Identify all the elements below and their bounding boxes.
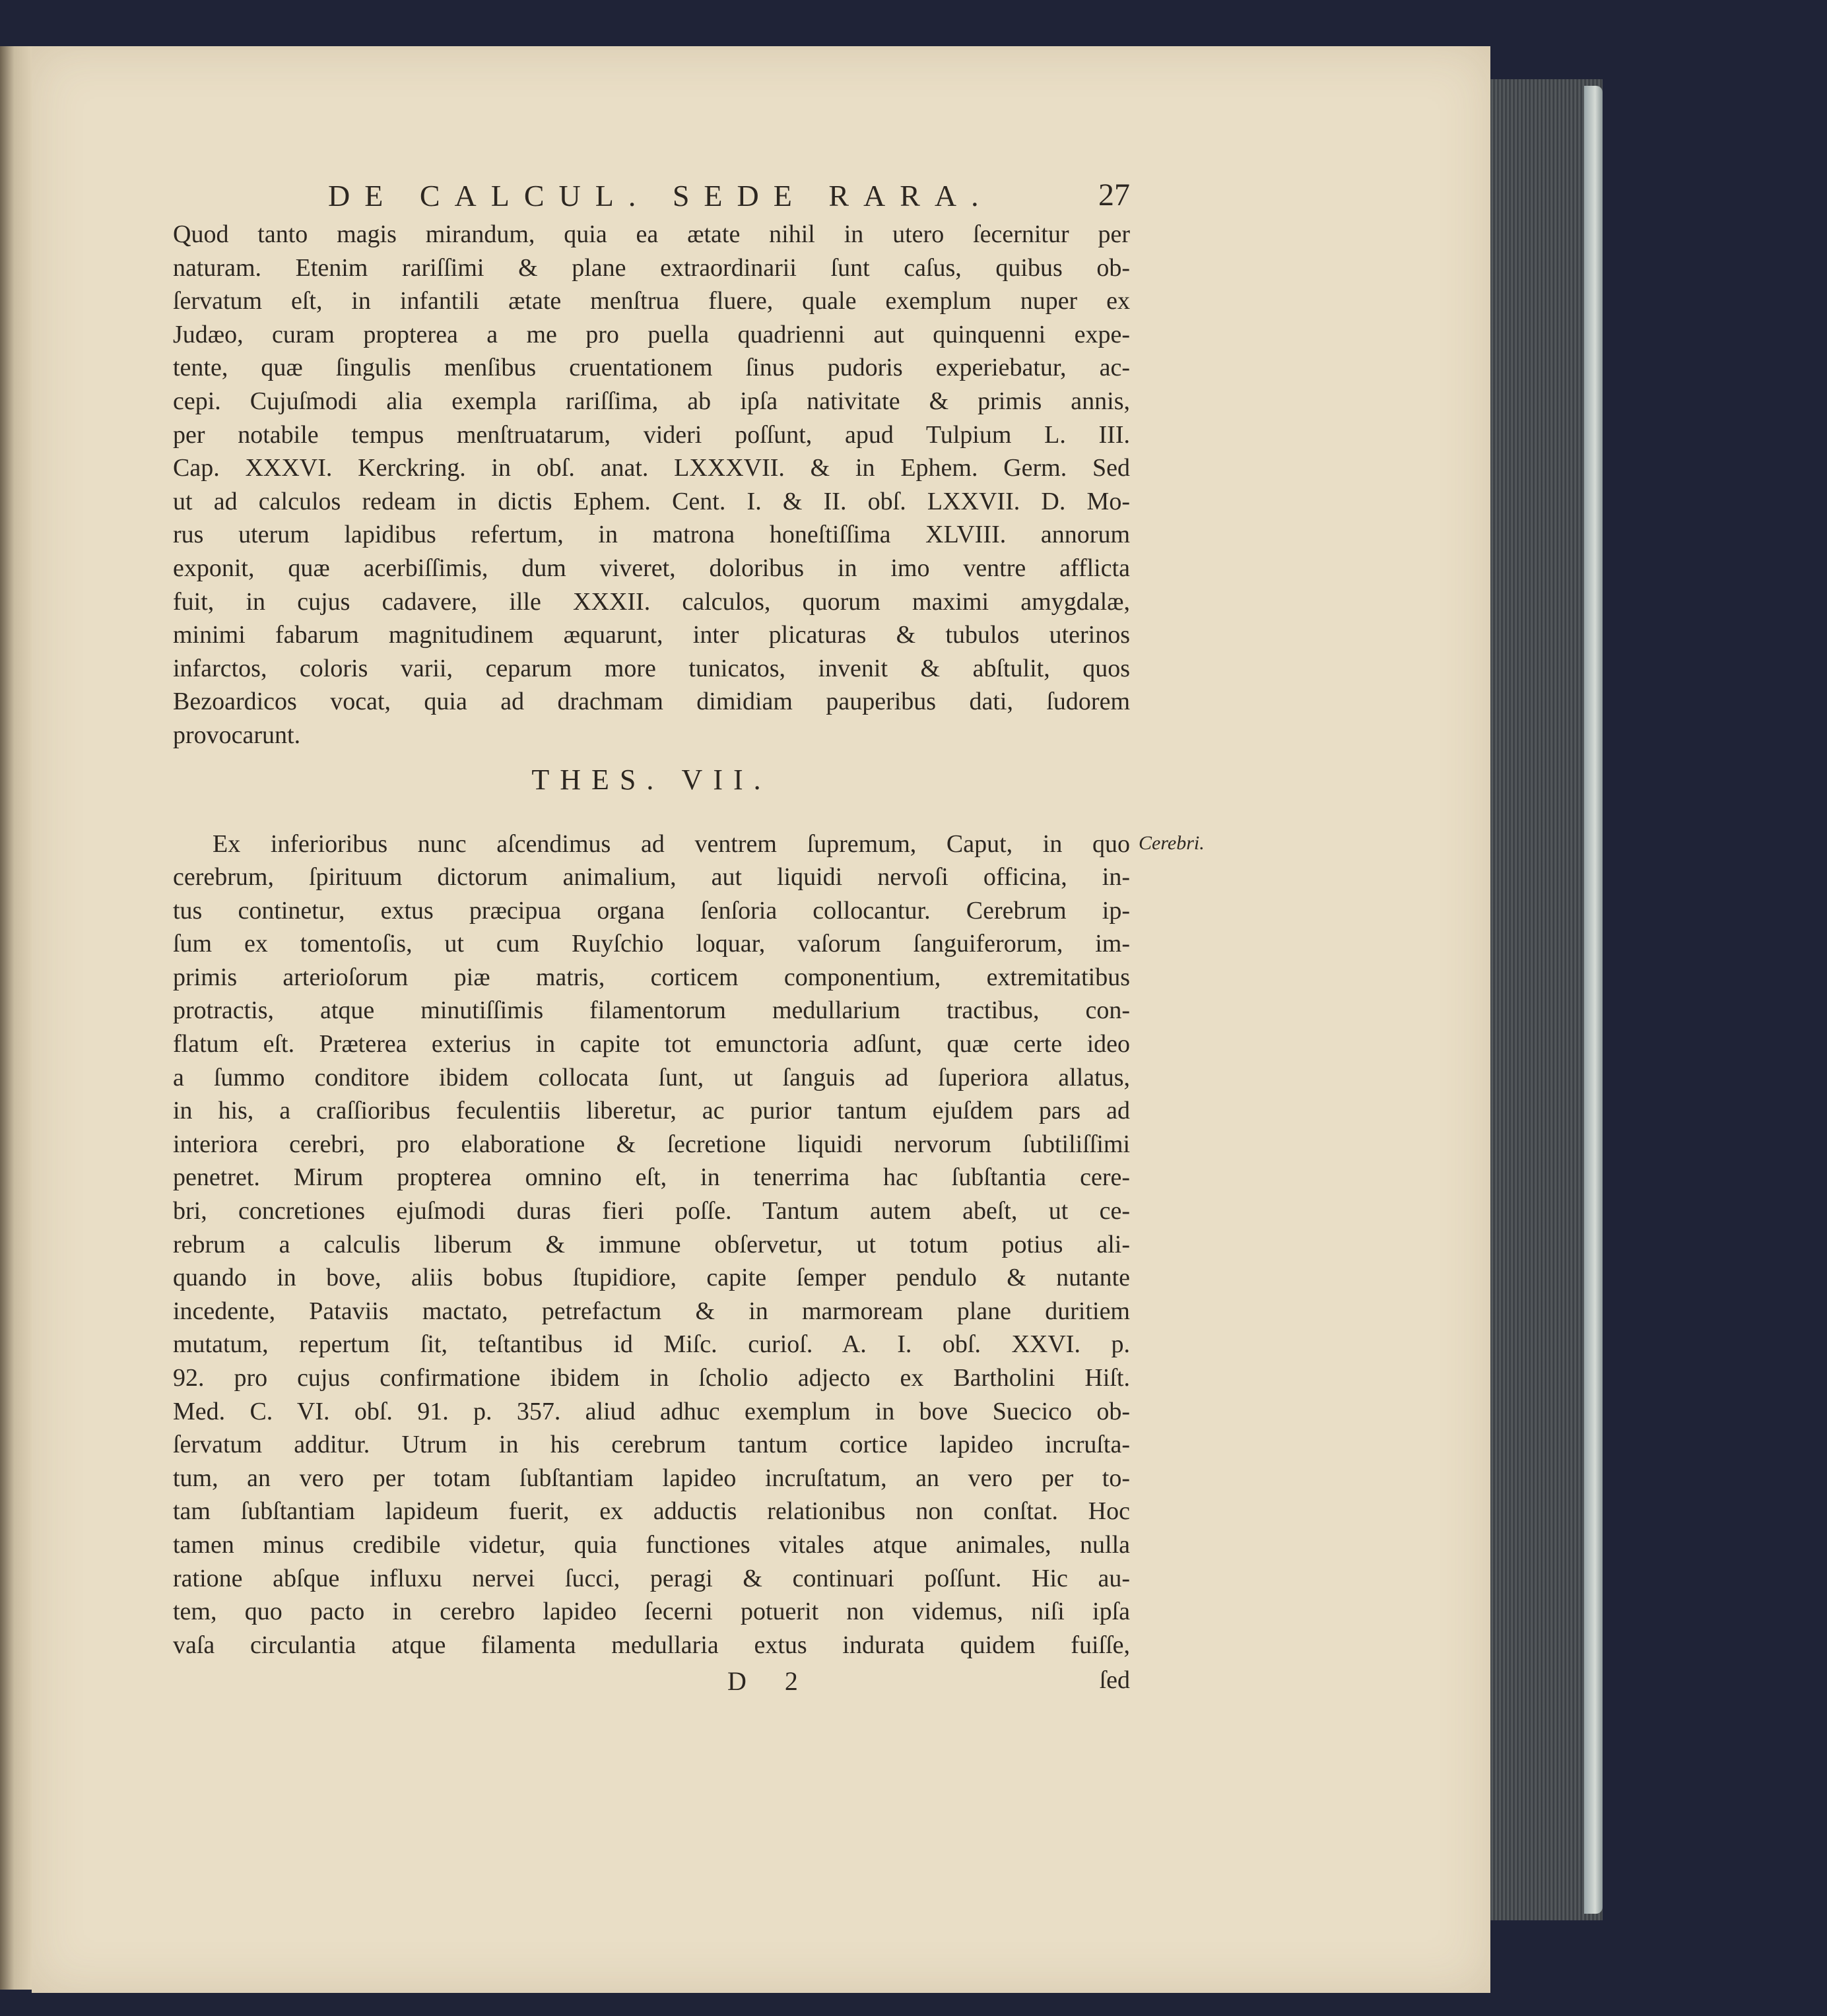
text-line: cepi. Cujuſmodi alia exempla rariſſima, ab ipſa nativitate & primis annis, xyxy=(173,387,1130,415)
section-heading: THES. VII. xyxy=(531,763,772,796)
text-line: bri, concretiones ejuſmodi duras fieri poſſe. Tantum autem abeſt, ut ce- xyxy=(173,1197,1130,1225)
text-line: ratione abſque influxu nervei ſucci, peragi & continuari poſſunt. Hic au- xyxy=(173,1564,1130,1592)
text-line: protractis, atque minutiſſimis filamentorum medullarium tractibus, con- xyxy=(173,996,1130,1025)
running-title: DE CALCUL. SEDE RARA. xyxy=(328,179,993,212)
text-line: in his, a craſſioribus feculentiis liberetur, ac purior tantum ejuſdem pars ad xyxy=(173,1097,1130,1125)
running-head xyxy=(173,173,1130,218)
text-line: ſum ex tomentoſis, ut cum Ruyſchio loquar, vaſorum ſanguiferorum, im- xyxy=(173,930,1130,958)
text-line: cerebrum, ſpirituum dictorum animalium, aut liquidi nervoſi officina, in- xyxy=(173,863,1130,892)
text-line: quando in bove, aliis bobus ſtupidiore, capite ſemper pendulo & nutante xyxy=(173,1264,1130,1292)
page-number: 27 xyxy=(1098,178,1130,212)
facing-page-edge xyxy=(0,46,32,1990)
page-footer xyxy=(173,1666,1130,1705)
text-line: fuit, in cujus cadavere, ille XXXII. calculos, quorum maximi amygdalæ, xyxy=(173,587,1130,616)
text-line: Quod tanto magis mirandum, quia ea ætate nihil in utero ſecernitur per xyxy=(173,220,1130,248)
text-line: incedente, Pataviis mactato, petrefactum & in marmoream plane duritiem xyxy=(173,1297,1130,1325)
text-line: tem, quo pacto in cerebro lapideo ſecerni potuerit non videmus, niſi ipſa xyxy=(173,1598,1130,1626)
catchword: ſed xyxy=(1099,1666,1130,1695)
text-line: ſervatum eſt, in infantili ætate menſtrua fluere, quale exemplum nuper ex xyxy=(173,287,1130,315)
text-line: tus continetur, extus præcipua organa ſenſoria collocantur. Cerebrum ip- xyxy=(173,896,1130,925)
margin-note: Cerebri. xyxy=(1139,832,1205,854)
text-line: tum, an vero per totam ſubſtantiam lapideo incruſtatum, an vero per to- xyxy=(173,1464,1130,1492)
text-line: Bezoardicos vocat, quia ad drachmam dimidiam pauperibus dati, ſudorem xyxy=(173,688,1130,716)
text-line: ſervatum additur. Utrum in his cerebrum tantum cortice lapideo incruſta- xyxy=(173,1431,1130,1459)
text-line: mutatum, repertum ſit, teſtantibus id Miſc. curioſ. A. I. obſ. XXVI. p. xyxy=(173,1330,1130,1359)
text-line: exponit, quæ acerbiſſimis, dum viveret, doloribus in imo ventre afflicta xyxy=(173,554,1130,582)
signature-mark: D 2 xyxy=(727,1666,814,1697)
paragraph-1 xyxy=(173,218,1130,752)
paragraph-2 xyxy=(173,828,1130,1662)
text-line: tamen minus credibile videtur, quia functiones vitales atque animales, nulla xyxy=(173,1530,1130,1559)
text-line: ut ad calculos redeam in dictis Ephem. Cent. I. & II. obſ. LXXVII. D. Mo- xyxy=(173,487,1130,515)
text-line: provocarunt. xyxy=(173,721,301,749)
text-line: rus uterum lapidibus refertum, in matrona honeſtiſſima XLVIII. annorum xyxy=(173,521,1130,549)
book-cover-edge xyxy=(1584,86,1603,1914)
text-line: 92. pro cujus confirmatione ibidem in ſcholio adjecto ex Bartholini Hiſt. xyxy=(173,1364,1130,1392)
text-line: minimi fabarum magnitudinem æquarunt, inter plicaturas & tubulos uterinos xyxy=(173,621,1130,649)
text-line: per notabile tempus menſtruatarum, videri poſſunt, apud Tulpium L. III. xyxy=(173,420,1130,449)
text-line: Judæo, curam propterea a me pro puella quadrienni aut quinquenni expe- xyxy=(173,320,1130,348)
text-line: a ſummo conditore ibidem collocata ſunt, ut ſanguis ad ſuperiora allatus, xyxy=(173,1063,1130,1091)
text-line: Med. C. VI. obſ. 91. p. 357. aliud adhuc exemplum in bove Suecico ob- xyxy=(173,1397,1130,1425)
text-block xyxy=(173,173,1130,1705)
text-line: tam ſubſtantiam lapideum fuerit, ex adductis relationibus non conſtat. Hoc xyxy=(173,1497,1130,1526)
text-line: vaſa circulantia atque filamenta medullaria extus indurata quidem fuiſſe, xyxy=(173,1631,1130,1659)
text-line: infarctos, coloris varii, ceparum more tunicatos, invenit & abſtulit, quos xyxy=(173,654,1130,682)
text-line: Cap. XXXVI. Kerckring. in obſ. anat. LXXXVII. & in Ephem. Germ. Sed xyxy=(173,454,1130,482)
text-line: primis arterioſorum piæ matris, corticem componentium, extremitatibus xyxy=(173,963,1130,991)
text-line: naturam. Etenim rariſſimi & plane extraordinarii ſunt caſus, quibus ob- xyxy=(173,253,1130,282)
text-line: tente, quæ ſingulis menſibus cruentationem ſinus pudoris experiebatur, ac- xyxy=(173,354,1130,382)
text-line: Ex inferioribus nunc aſcendimus ad ventrem ſupremum, Caput, in quo xyxy=(213,829,1130,858)
text-line: penetret. Mirum propterea omnino eſt, in tenerrima hac ſubſtantia cere- xyxy=(173,1163,1130,1192)
text-line: flatum eſt. Præterea exterius in capite tot emunctoria adſunt, quæ certe ideo xyxy=(173,1030,1130,1058)
text-line: rebrum a calculis liberum & immune obſervetur, ut totum potius ali- xyxy=(173,1230,1130,1258)
text-line: interiora cerebri, pro elaboratione & ſecretione liquidi nervorum ſubtiliſſimi xyxy=(173,1130,1130,1158)
